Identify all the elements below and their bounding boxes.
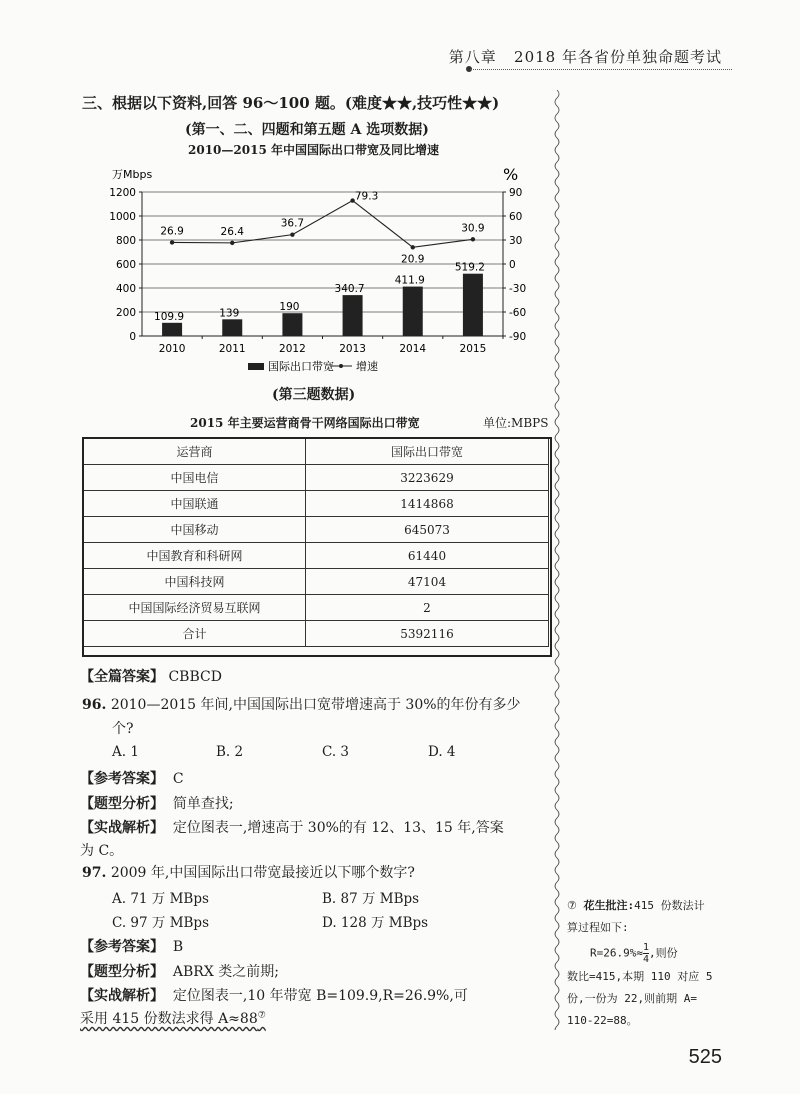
note-ratio-cont: ,则份	[649, 946, 678, 960]
q97-stem	[82, 862, 415, 882]
line-data-label: 79.3	[354, 190, 379, 203]
section-heading: 三、根据以下资料,回答 96～100 题。(难度★★,技巧性★★)	[82, 94, 500, 112]
growth-point	[230, 241, 234, 245]
q96-option-c: C. 3	[322, 744, 350, 760]
margin-note-line3	[590, 942, 678, 965]
chart-caption: (第一、二、四题和第五题 A 选项数据)	[185, 122, 429, 138]
margin-note-line4: 数比=415,本期 110 对应 5	[567, 970, 713, 983]
table-cell: 1414868	[306, 491, 549, 517]
y2-tick-label: -90	[509, 331, 527, 343]
line-data-label: 36.7	[280, 217, 305, 230]
bar-data-label: 139	[219, 307, 240, 320]
table-cell: 合计	[84, 621, 306, 647]
y2-tick-label: 0	[509, 259, 516, 271]
all-answers	[80, 666, 222, 686]
type-label: 【题型分析】	[80, 964, 164, 980]
q96-ref-answer	[80, 768, 184, 788]
exp-value: 定位图表一,10 年带宽 B=109.9,R=26.9%,可	[172, 988, 468, 1004]
ref-label: 【参考答案】	[80, 939, 164, 955]
table-outer-border	[82, 437, 552, 657]
chapter-label: 第八章	[448, 48, 497, 66]
q97-explanation-cont	[80, 1008, 266, 1028]
margin-divider	[553, 90, 561, 1030]
chart-title: 2010—2015 年中国国际出口带宽及同比增速	[188, 143, 439, 157]
q97-explanation	[80, 985, 468, 1005]
y-tick-label: 1000	[109, 211, 136, 223]
growth-point	[170, 240, 174, 244]
header-rule	[470, 69, 732, 70]
y-tick-label: 1200	[109, 187, 136, 199]
answers-value: CBBCD	[168, 669, 222, 685]
q96-explanation	[80, 817, 504, 837]
exp-cont: 采用 415 份数法求得 A≈88	[80, 1011, 258, 1027]
x-tick-label: 2013	[339, 343, 366, 355]
table-cell: 中国联通	[84, 491, 306, 517]
margin-note-line6: 110-22=88。	[567, 1014, 638, 1027]
q96-text: 2010—2015 年间,中国国际出口宽带增速高于 30%的年份有多少	[110, 697, 521, 713]
bar-data-label: 109.9	[154, 310, 185, 323]
table-cell: 中国电信	[84, 465, 306, 491]
q97-option-a: A. 71 万 MBps	[112, 891, 209, 907]
q96-type-analysis	[80, 793, 234, 813]
x-tick-label: 2014	[399, 343, 427, 355]
margin-note-line5: 份,一份为 22,则前期 A=	[567, 992, 697, 1005]
y2-tick-label: 60	[509, 211, 523, 223]
legend-label: 增速	[356, 360, 378, 373]
table-cell: 5392116	[306, 621, 549, 647]
bar	[403, 287, 423, 336]
type-label: 【题型分析】	[80, 796, 164, 812]
bar	[162, 323, 182, 336]
table-cell: 47104	[306, 569, 549, 595]
answers-label: 【全篇答案】	[80, 669, 164, 685]
table-cell: 645073	[306, 517, 549, 543]
q96-explanation-cont: 为 C。	[80, 843, 124, 859]
legend-label: 国际出口带宽	[268, 360, 334, 373]
exp-value: 定位图表一,增速高于 30%的有 12、13、15 年,答案	[172, 820, 504, 836]
q96-stem	[82, 694, 521, 714]
note-title: 花生批注:	[583, 899, 635, 912]
y-tick-label: 0	[129, 331, 136, 343]
q97-text: 2009 年,中国国际出口带宽最接近以下哪个数字?	[110, 865, 415, 881]
bar-data-label: 340.7	[334, 283, 365, 296]
page-number: 525	[688, 1046, 722, 1068]
footnote-ref: ⑦	[257, 1010, 266, 1021]
running-header	[449, 46, 722, 67]
line-data-label: 26.4	[220, 225, 244, 238]
q96-option-a: A. 1	[112, 744, 139, 760]
y2-axis-label: %	[503, 165, 519, 184]
margin-note-line2: 算过程如下:	[567, 921, 629, 934]
header-title: 2018 年各省份单独命题考试	[514, 48, 722, 66]
ref-label: 【参考答案】	[80, 771, 164, 787]
q96-option-d: D. 4	[428, 744, 456, 760]
table-cell: 3223629	[306, 465, 549, 491]
margin-note-line1	[567, 897, 705, 913]
y-tick-label: 800	[115, 235, 136, 247]
q97-ref-answer	[80, 936, 183, 956]
bar	[282, 313, 302, 336]
y-tick-label: 200	[115, 307, 136, 319]
type-value: ABRX 类之前期;	[172, 964, 279, 980]
bar-data-label: 190	[279, 301, 300, 314]
q96-option-b: B. 2	[216, 744, 244, 760]
x-tick-label: 2015	[459, 343, 487, 355]
note-text: 415 份数法计	[634, 899, 705, 912]
bandwidth-chart	[100, 160, 540, 382]
table-caption: (第三题数据)	[272, 387, 356, 403]
ref-value: C	[172, 771, 184, 787]
y-tick-label: 600	[115, 259, 136, 271]
table-header-cell: 国际出口带宽	[306, 439, 549, 465]
exp-label: 【实战解析】	[80, 988, 164, 1004]
q97-type-analysis	[80, 961, 279, 981]
table-cell: 61440	[306, 543, 549, 569]
table-cell: 中国教育和科研网	[84, 543, 306, 569]
q96-number: 96.	[82, 697, 107, 713]
ref-value: B	[172, 939, 184, 955]
frac-den: 4	[642, 954, 650, 965]
y-axis-label: 万Mbps	[112, 168, 153, 181]
table-unit: 单位:MBPS	[483, 416, 549, 430]
q97-option-d: D. 128 万 MBps	[322, 915, 429, 931]
note-ratio: R=26.9%≈	[590, 946, 643, 960]
table-title: 2015 年主要运营商骨干网络国际出口带宽	[190, 416, 420, 430]
growth-point	[290, 232, 294, 236]
table-header-cell: 运营商	[84, 439, 306, 465]
table-cell: 2	[306, 595, 549, 621]
q97-number: 97.	[82, 865, 107, 881]
bar-data-label: 411.9	[394, 274, 425, 287]
note-marker: ⑦	[567, 899, 577, 912]
table-cell: 中国国际经济贸易互联网	[84, 595, 306, 621]
x-tick-label: 2010	[158, 343, 186, 355]
y2-tick-label: -30	[509, 283, 527, 295]
y-tick-label: 400	[115, 283, 136, 295]
q96-text-cont: 个?	[112, 721, 134, 737]
legend-bar-swatch	[248, 363, 264, 370]
q97-option-c: C. 97 万 MBps	[112, 915, 210, 931]
x-tick-label: 2012	[279, 343, 306, 355]
y2-tick-label: 30	[509, 235, 523, 247]
y2-tick-label: -60	[509, 307, 527, 319]
legend-line-marker	[339, 364, 343, 368]
exp-label: 【实战解析】	[80, 820, 164, 836]
growth-point	[471, 237, 475, 241]
type-value: 简单查找;	[172, 796, 234, 812]
bar	[343, 295, 363, 336]
frac-num: 1	[642, 942, 650, 953]
table-cell: 中国移动	[84, 517, 306, 543]
q97-option-b: B. 87 万 MBps	[322, 891, 420, 907]
bar-data-label: 519.2	[454, 261, 485, 274]
growth-point	[411, 245, 415, 249]
line-data-label: 26.9	[160, 225, 184, 238]
table-cell: 中国科技网	[84, 569, 306, 595]
bar	[222, 319, 242, 336]
x-tick-label: 2011	[218, 343, 246, 355]
line-data-label: 20.9	[401, 253, 425, 266]
line-data-label: 30.9	[461, 222, 485, 235]
bar	[463, 274, 483, 336]
y2-tick-label: 90	[509, 187, 523, 199]
